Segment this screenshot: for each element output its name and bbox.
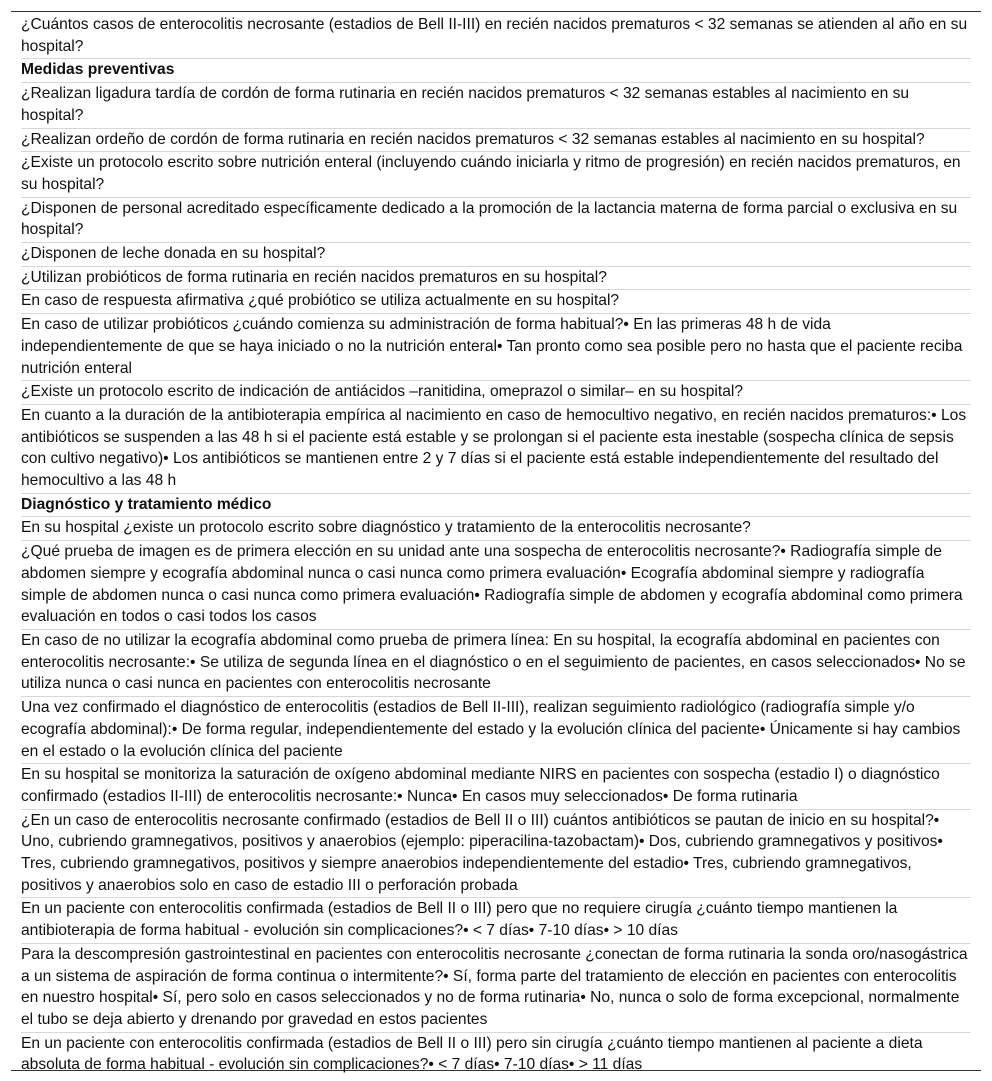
- section-heading-diagnosis: Diagnóstico y tratamiento médico: [21, 494, 971, 518]
- table-row: ¿Existe un protocolo escrito sobre nutrición enteral (incluyendo cuándo iniciarla y ritmo de progresión) en recién nacidos prematuros, en su hospital?: [21, 152, 971, 197]
- table-row: En caso de no utilizar la ecografía abdominal como prueba de primera línea: En su hospital, la ecografía abdominal en pacientes con enterocolitis necrosante:• Se utiliza de segunda línea en el diagnóstico o en el seguimiento de pacientes, en casos seleccionados• No se utiliza nunca o casi nunca en pacientes con enterocolitis necrosante: [21, 630, 971, 697]
- table-row: ¿Realizan ligadura tardía de cordón de forma rutinaria en recién nacidos prematuros < 32 semanas estables al nacimiento en su hospital?: [21, 83, 971, 128]
- table-row: ¿Existe un protocolo escrito de indicación de antiácidos –ranitidina, omeprazol o similar– en su hospital?: [21, 381, 971, 405]
- table-row: ¿Cuántos casos de enterocolitis necrosante (estadios de Bell II-III) en recién nacidos prematuros < 32 semanas se atienden al año en su hospital?: [21, 14, 971, 59]
- table-row: ¿Disponen de personal acreditado específicamente dedicado a la promoción de la lactancia materna de forma parcial o exclusiva en su hospital?: [21, 198, 971, 243]
- table-row: En su hospital se monitoriza la saturación de oxígeno abdominal mediante NIRS en pacientes con sospecha (estadio I) o diagnóstico confirmado (estadios II-III) de enterocolitis necrosante:• Nunca• En casos muy seleccionados• De forma rutinaria: [21, 764, 971, 809]
- table-row: ¿Disponen de leche donada en su hospital?: [21, 243, 971, 267]
- table-row: ¿Qué prueba de imagen es de primera elección en su unidad ante una sospecha de enterocolitis necrosante?• Radiografía simple de abdomen siempre y ecografía abdominal nunca o casi nunca como primera evaluación• Ecografía abdominal siempre y radiografía simple de abdomen nunca o casi nunca como primera evaluación• Radiografía simple de abdomen y ecografía abdominal como primera evaluación en todos o casi todos los casos: [21, 541, 971, 630]
- table-row: ¿En un caso de enterocolitis necrosante confirmado (estadios de Bell II o III) cuántos antibióticos se pautan de inicio en su hospital?• Uno, cubriendo gramnegativos, positivos y anaerobios (ejemplo: piperacilina-tazobactam)• Dos, cubriendo gramnegativos y positivos• Tres, cubriendo gramnegativos, positivos y siempre anaerobios independientemente del estadio• Tres, cubriendo gramnegativos, positivos y anaerobios solo en caso de estadio III o perforación probada: [21, 810, 971, 899]
- section-heading-preventive: Medidas preventivas: [21, 59, 971, 83]
- table-row: En un paciente con enterocolitis confirmada (estadios de Bell II o III) pero sin cirugía ¿cuánto tiempo mantienen al paciente a dieta absoluta de forma habitual - evolución sin complicaciones?• < 7 días• 7-10 días• > 11 días: [21, 1034, 923, 1074]
- table-row: En su hospital ¿existe un protocolo escrito sobre diagnóstico y tratamiento de la enterocolitis necrosante?: [21, 517, 971, 541]
- table-row: En un paciente con enterocolitis confirmada (estadios de Bell II o III) pero que no requiere cirugía ¿cuánto tiempo mantienen la antibioterapia de forma habitual - evolución sin complicaciones?• < 7 días• 7-10 días• > 10 días: [21, 898, 971, 943]
- table-row: Para la descompresión gastrointestinal en pacientes con enterocolitis necrosante ¿conectan de forma rutinaria la sonda oro/nasogástrica a un sistema de aspiración de forma continua o intermitente?• Sí, forma parte del tratamiento de elección en pacientes con enterocolitis en nuestro hospital• Sí, pero solo en casos seleccionados y no de forma rutinaria• No, nunca o solo de forma excepcional, normalmente el tubo se deja abierto y drenando por gravedad en estos pacientes: [21, 944, 971, 1033]
- table-row: ¿Realizan ordeño de cordón de forma rutinaria en recién nacidos prematuros < 32 semanas estables al nacimiento en su hospital?: [21, 129, 971, 153]
- table-row: ¿Utilizan probióticos de forma rutinaria en recién nacidos prematuros en su hospital?: [21, 267, 971, 291]
- table-row: En cuanto a la duración de la antibioterapia empírica al nacimiento en caso de hemocultivo negativo, en recién nacidos prematuros:• Los antibióticos se suspenden a las 48 h si el paciente está estable y se prolongan si el paciente esta inestable (sospecha clínica de sepsis con cultivo negativo)• Los antibióticos se mantienen entre 2 y 7 días si el paciente está estable independientemente del resultado del hemocultivo a las 48 h: [21, 405, 971, 494]
- survey-table-frame: [11, 11, 981, 1074]
- table-row: En caso de respuesta afirmativa ¿qué probiótico se utiliza actualmente en su hospital?: [21, 290, 971, 314]
- table-row: En caso de utilizar probióticos ¿cuándo comienza su administración de forma habitual?• En las primeras 48 h de vida independientemente de que se haya iniciado o no la nutrición enteral• Tan pronto como sea posible pero no hasta que el paciente reciba nutrición enteral: [21, 314, 971, 381]
- table-row: Una vez confirmado el diagnóstico de enterocolitis (estadios de Bell II-III), realizan seguimiento radiológico (radiografía simple y/o ecografía abdominal):• De forma regular, independientemente del estado y la evolución clínica del paciente• Únicamente si hay cambios en el estado o la evolución clínica del paciente: [21, 697, 971, 764]
- survey-table: [21, 14, 971, 1077]
